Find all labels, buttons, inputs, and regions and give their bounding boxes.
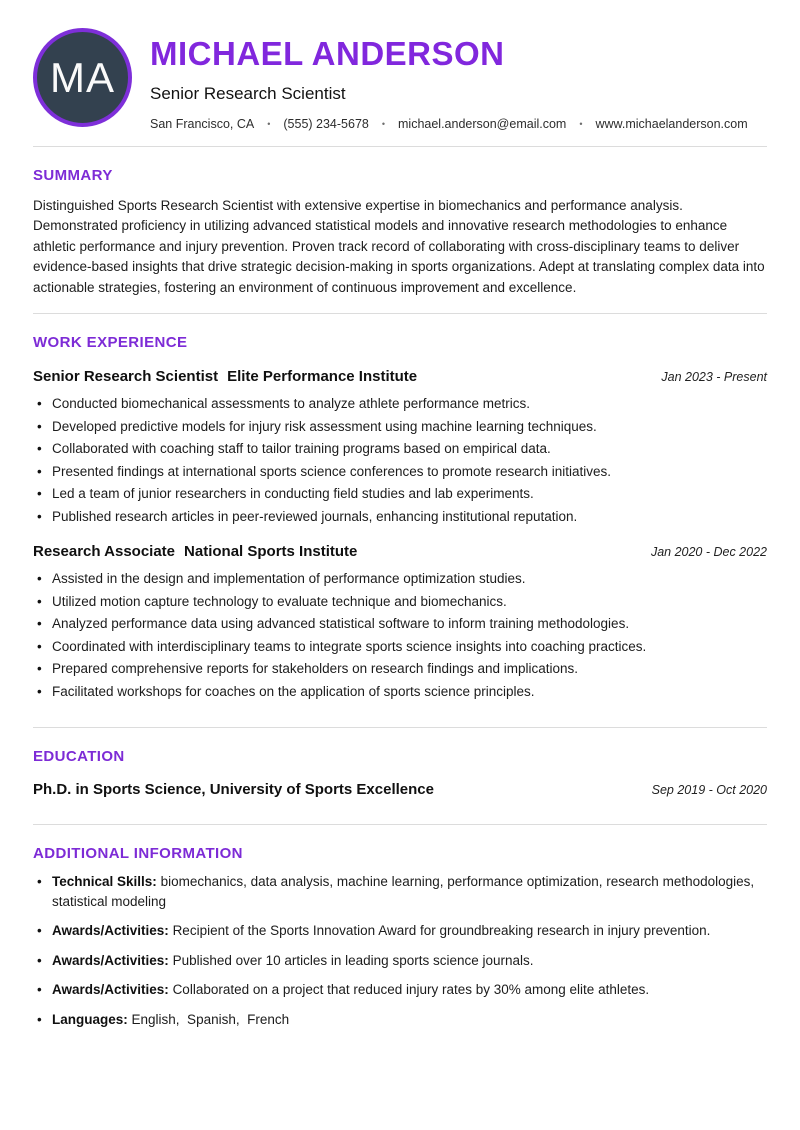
job-dates: Jan 2020 - Dec 2022 xyxy=(650,545,767,560)
contact-website: www.michaelanderson.com xyxy=(595,116,748,131)
additional-info-text: English, Spanish, French xyxy=(131,1011,290,1027)
person-name: MICHAEL ANDERSON xyxy=(150,35,505,72)
bullet-separator-icon: • xyxy=(579,118,583,129)
section-additional-information xyxy=(33,845,767,1029)
section-work-experience xyxy=(33,334,767,701)
job-bullet: • Collaborated with coaching staff to tailor training programs based on empirical data. xyxy=(33,439,767,459)
section-divider xyxy=(33,313,767,314)
additional-info-label: Awards/Activities: xyxy=(52,923,169,939)
additional-info-item xyxy=(33,980,767,1000)
contact-phone: (555) 234-5678 xyxy=(283,116,369,131)
section-divider xyxy=(33,824,767,825)
job-title-line xyxy=(33,543,357,561)
job-entry xyxy=(33,368,767,526)
job-entry xyxy=(33,543,767,701)
job-bullet: • Assisted in the design and implementation of performance optimization studies. xyxy=(33,569,767,589)
person-job-title: Senior Research Scientist xyxy=(150,83,346,103)
job-position: Research Associate xyxy=(33,543,176,561)
job-bullet: • Developed predictive models for injury risk assessment using machine learning techniques. xyxy=(33,417,767,437)
summary-text: Distinguished Sports Research Scientist with extensive expertise in biomechanics and performance analysis. Demonstrated proficiency in utilizing advanced statistical models and innovative research methodologies to enhance athletic performance and injury prevention. Proven track record of collaborating with cross-disciplinary teams to deliver evidence-based insights that drive strategic decision-making in sports organizations. Adept at translating complex data into actionable strategies, fostering an environment of continuous improvement and excellence. xyxy=(33,197,765,295)
summary-heading: SUMMARY xyxy=(33,166,113,184)
resume-header xyxy=(33,28,767,131)
bullet-separator-icon: • xyxy=(381,118,386,129)
avatar-initials: MA xyxy=(50,53,115,101)
additional-info-label: Awards/Activities: xyxy=(52,952,169,968)
additional-info-list xyxy=(33,872,767,1029)
additional-info-label: Awards/Activities: xyxy=(52,982,169,998)
section-education xyxy=(33,748,767,798)
job-title-line xyxy=(33,368,417,386)
job-bullet: • Conducted biomechanical assessments to analyze athlete performance metrics. xyxy=(33,394,767,414)
contact-email: michael.anderson@email.com xyxy=(398,116,567,131)
avatar xyxy=(33,28,132,127)
job-header xyxy=(33,368,767,386)
contact-row xyxy=(150,117,767,131)
job-position: Senior Research Scientist xyxy=(33,368,219,386)
additional-info-text: Collaborated on a project that reduced injury rates by 30% among elite athletes. xyxy=(172,982,650,998)
job-header xyxy=(33,543,767,561)
additional-info-label: Technical Skills: xyxy=(52,874,157,890)
additional-info-item xyxy=(33,921,767,941)
section-summary xyxy=(33,167,767,299)
job-bullet-list xyxy=(33,394,767,526)
job-bullet: • Led a team of junior researchers in conducting field studies and lab experiments. xyxy=(33,484,767,504)
education-heading: EDUCATION xyxy=(33,748,125,766)
section-divider xyxy=(33,727,767,728)
additional-info-item xyxy=(33,951,767,971)
job-bullet: • Analyzed performance data using advanced statistical software to inform training methodologies. xyxy=(33,614,767,634)
job-bullet: • Published research articles in peer-reviewed journals, enhancing institutional reputation. xyxy=(33,507,767,527)
job-bullet: • Coordinated with interdisciplinary teams to integrate sports science insights into coaching practices. xyxy=(33,637,767,657)
additional-info-item xyxy=(33,1010,767,1030)
contact-location: San Francisco, CA xyxy=(150,116,255,131)
education-entry xyxy=(33,781,767,798)
section-divider xyxy=(33,146,767,147)
additional-info-text: Recipient of the Sports Innovation Award for groundbreaking research in injury prevention. xyxy=(172,923,711,939)
education-dates: Sep 2019 - Oct 2020 xyxy=(651,783,767,798)
bullet-separator-icon: • xyxy=(267,118,271,129)
job-bullet: • Utilized motion capture technology to evaluate technique and biomechanics. xyxy=(33,592,767,612)
work-experience-heading: WORK EXPERIENCE xyxy=(33,334,188,352)
header-text xyxy=(150,28,767,131)
additional-info-item xyxy=(33,872,767,911)
job-bullet-list xyxy=(33,569,767,701)
job-bullet: • Presented findings at international sports science conferences to promote research initiatives. xyxy=(33,462,767,482)
job-dates: Jan 2023 - Present xyxy=(661,370,767,385)
job-bullet: • Prepared comprehensive reports for stakeholders on research findings and implications. xyxy=(33,659,767,679)
education-degree: Ph.D. in Sports Science, University of Sports Excellence xyxy=(33,781,434,799)
job-bullet: • Facilitated workshops for coaches on the application of sports science principles. xyxy=(33,682,767,702)
additional-info-text: biomechanics, data analysis, machine learning, performance optimization, research methodologies, statistical modeling xyxy=(52,874,758,909)
additional-info-label: Languages: xyxy=(52,1011,128,1027)
job-company: National Sports Institute xyxy=(184,543,358,561)
job-company: Elite Performance Institute xyxy=(227,368,418,386)
additional-information-heading: ADDITIONAL INFORMATION xyxy=(33,845,243,863)
additional-info-text: Published over 10 articles in leading sports science journals. xyxy=(172,952,534,968)
